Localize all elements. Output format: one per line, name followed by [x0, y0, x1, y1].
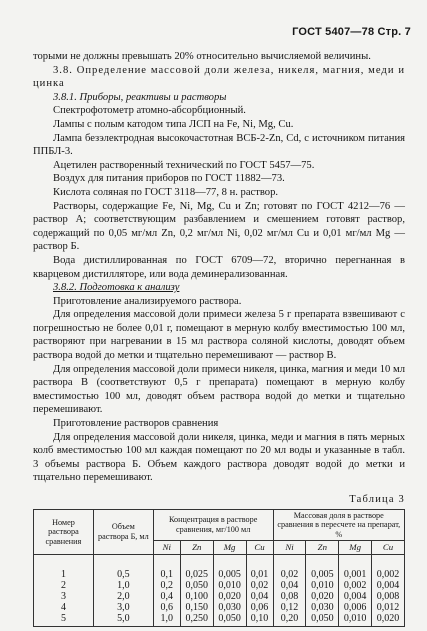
- subsection-heading: 3.8.1. Приборы, реактивы и растворы: [53, 91, 227, 103]
- table-cell: 0,005: [306, 555, 339, 581]
- header-mass-fraction: Массовая доля в растворе сравнения в пересчете на препарат, %: [273, 509, 404, 541]
- subheader-mg: Mg: [339, 541, 372, 555]
- paragraph: Для определения массовой доли примеси никеля, цинка, магния и меди 10 мл раствора В (соответствуют 0,5 г препарата) помещают в мерную колбу вместимостью 100 мл, доводят объем раствора водой до метки и тщательно перемешивают.: [33, 363, 405, 416]
- table-cell: 0,08: [273, 591, 306, 602]
- header-solution-number: Номер раствора сравнения: [34, 509, 94, 555]
- table-cell: 4: [34, 602, 94, 613]
- table-cell: 0,050: [213, 613, 246, 627]
- table-cell: 0,002: [339, 580, 372, 591]
- table-title: Таблица 3: [349, 494, 405, 505]
- table-cell: 0,002: [372, 555, 405, 581]
- table-cell: 0,12: [273, 602, 306, 613]
- table-cell: 0,010: [339, 613, 372, 627]
- table-cell: 0,6: [153, 602, 180, 613]
- table-cell: 0,06: [246, 602, 273, 613]
- paragraph: Для определения массовой доли примеси железа 5 г препарата взвешивают с погрешностью не более 0,01 г, помещают в мерную колбу вместимостью 100 мл, растворяют при нагревании в 15 мл раствора соляной кислоты, доводят объем раствора водой до метки и тщательно перемешивают — раствор В.: [33, 309, 405, 362]
- table-cell: 0,5: [93, 555, 153, 581]
- subheader-cu: Cu: [372, 541, 405, 555]
- table-cell: 1,0: [153, 613, 180, 627]
- subsection-heading: 3.8.2. Подготовка к анализу: [53, 282, 180, 294]
- paragraph: Воздух для питания приборов по ГОСТ 11882—73.: [53, 173, 285, 185]
- table-row: [34, 613, 405, 627]
- document-body: [33, 50, 405, 627]
- table-cell: 0,010: [213, 580, 246, 591]
- table-cell: 0,006: [339, 602, 372, 613]
- table-cell: 0,025: [180, 555, 213, 581]
- table-cell: 0,020: [306, 591, 339, 602]
- subheader-ni: Ni: [273, 541, 306, 555]
- paragraph: Лампа безэлектродная высокочастотная ВСБ-2-Zn, Cd, с источником питания ППБЛ-3.: [33, 132, 405, 158]
- paragraph: Приготовление растворов сравнения: [53, 418, 219, 430]
- header-concentration: Концентрация в растворе сравнения, мг/100 мл: [153, 509, 273, 541]
- table-cell: 0,10: [246, 613, 273, 627]
- paragraph: торыми не должны превышать 20% относительно вычисляемой величины.: [33, 51, 371, 62]
- table-cell: 0,020: [213, 591, 246, 602]
- table-cell: 0,250: [180, 613, 213, 627]
- table-cell: 1,0: [93, 580, 153, 591]
- table-cell: 0,2: [153, 580, 180, 591]
- table-cell: 0,1: [153, 555, 180, 581]
- section-heading: 3.8. Определение массовой доли железа, никеля, магния, меди и цинка: [33, 64, 405, 90]
- table-cell: 2,0: [93, 591, 153, 602]
- table-cell: 0,012: [372, 602, 405, 613]
- subheader-ni: Ni: [153, 541, 180, 555]
- data-table: [33, 509, 405, 628]
- table-row: [34, 591, 405, 602]
- table-cell: 0,030: [306, 602, 339, 613]
- table-cell: 0,100: [180, 591, 213, 602]
- paragraph: Спектрофотометр атомно-абсорбционный.: [53, 105, 246, 117]
- table-cell: 0,050: [180, 580, 213, 591]
- subheader-zn: Zn: [180, 541, 213, 555]
- table-cell: 0,010: [306, 580, 339, 591]
- subheader-cu: Cu: [246, 541, 273, 555]
- table-cell: 0,001: [339, 555, 372, 581]
- table-cell: 0,04: [273, 580, 306, 591]
- table-cell: 0,01: [246, 555, 273, 581]
- paragraph: Растворы, содержащие Fe, Ni, Mg, Cu и Zn; готовят по ГОСТ 4212—76 — раствор А; соответствующим разбавлением и смешением готовят раствор, содержащий по 0,05 мг/мл Zn, 0,2 мг/мл Ni, 0,02 мг/мл Cu и 0,01 мг/мл Mg — раствор Б.: [33, 200, 405, 253]
- paragraph: Для определения массовой доли никеля, цинка, меди и магния в пять мерных колб вместимостью 100 мл каждая помещают по 20 мл воды и указанные в табл. 3 объемы раствора Б. Объем каждого раствора доводят водой до метки и тщательно перемешивают.: [33, 431, 405, 484]
- header-volume: Объем раствора Б, мл: [93, 509, 153, 555]
- table-cell: 3,0: [93, 602, 153, 613]
- table-cell: 2: [34, 580, 94, 591]
- table-row: [34, 580, 405, 591]
- table-row: [34, 555, 405, 581]
- table-cell: 0,02: [246, 580, 273, 591]
- subheader-mg: Mg: [213, 541, 246, 555]
- table-cell: 0,005: [213, 555, 246, 581]
- table-cell: 3: [34, 591, 94, 602]
- table-row: [34, 602, 405, 613]
- table-cell: 0,02: [273, 555, 306, 581]
- table-cell: 0,004: [372, 580, 405, 591]
- table-cell: 0,020: [372, 613, 405, 627]
- table-cell: 0,008: [372, 591, 405, 602]
- table-cell: 0,4: [153, 591, 180, 602]
- table-cell: 5,0: [93, 613, 153, 627]
- table-cell: 0,030: [213, 602, 246, 613]
- table-cell: 0,004: [339, 591, 372, 602]
- page-header: ГОСТ 5407—78 Стр. 7: [292, 26, 411, 38]
- paragraph: Кислота соляная по ГОСТ 3118—77, 8 н. раствор.: [53, 186, 279, 198]
- subheader-zn: Zn: [306, 541, 339, 555]
- table-cell: 0,04: [246, 591, 273, 602]
- paragraph: Ацетилен растворенный технический по ГОСТ 5457—75.: [53, 159, 315, 171]
- table-cell: 5: [34, 613, 94, 627]
- paragraph: Вода дистиллированная по ГОСТ 6709—72, вторично перегнанная в кварцевом дистилляторе, или вода деминерализованная.: [33, 254, 405, 280]
- paragraph: Приготовление анализируемого раствора.: [53, 295, 242, 307]
- table-cell: 0,150: [180, 602, 213, 613]
- table-cell: 0,050: [306, 613, 339, 627]
- table-cell: 1: [34, 555, 94, 581]
- table-cell: 0,20: [273, 613, 306, 627]
- paragraph: Лампы с полым катодом типа ЛСП на Fe, Ni, Mg, Cu.: [53, 118, 294, 130]
